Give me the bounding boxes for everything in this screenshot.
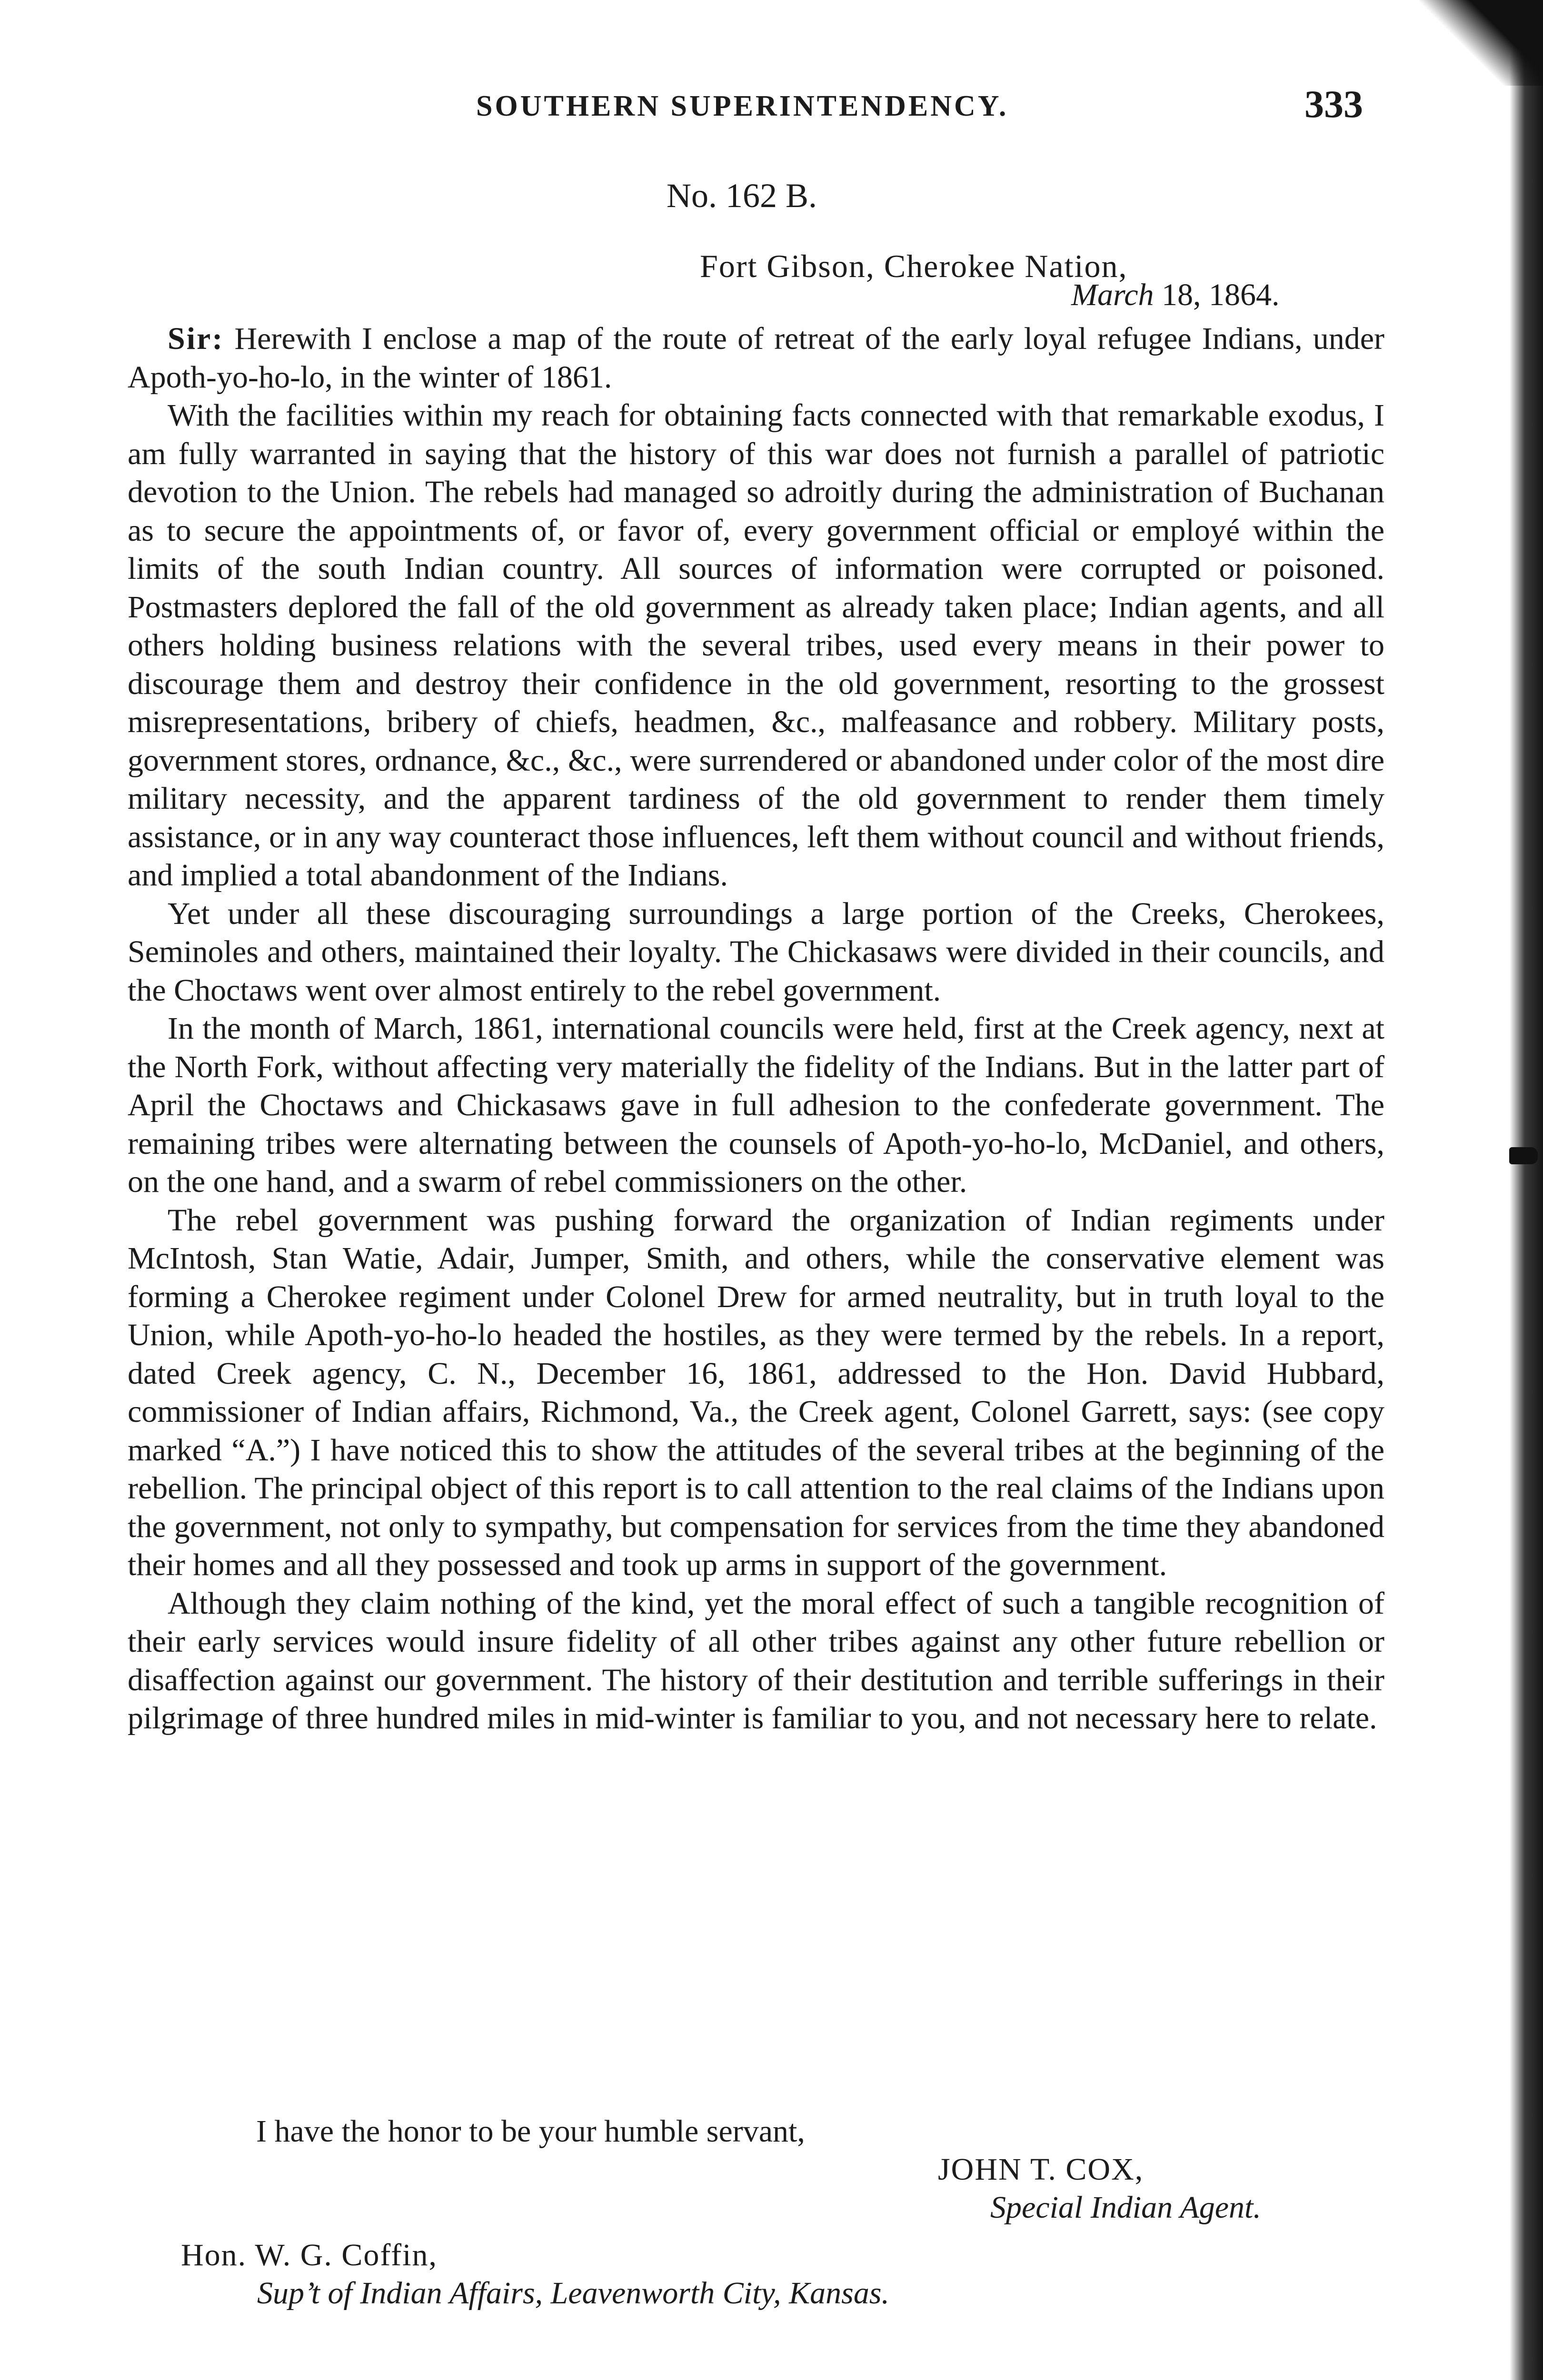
letter-body (128, 320, 1384, 1738)
signature-name: JOHN T. COX, (938, 2152, 1144, 2187)
paragraph-3: Yet under all these discouraging surroundings a large portion of the Creeks, Cherokees, Seminoles and others, maintained their loyalty. The Chickasaws were divided in their councils, and the Choctaws went over almost entirely to the rebel government. (128, 896, 1384, 1008)
paragraph-1 (128, 320, 1384, 397)
running-head: SOUTHERN SUPERINTENDENCY. (476, 90, 1009, 122)
paragraph-5: The rebel government was pushing forward the organization of Indian regiments under McIntosh, Stan Watie, Adair, Jumper, Smith, and others, while the conservative element was forming a Cherokee regiment under Colonel Drew for armed neutrality, but in truth loyal to the Union, while Apoth-yo-ho-lo headed the hostiles, as they were termed by the rebels. In a report, dated Creek agency, C. N., December 16, 1861, addressed to the Hon. David Hubbard, commissioner of Indian affairs, Richmond, Va., the Creek agent, Colonel Garrett, says: (see copy marked “A.”) I have noticed this to show the attitudes of the several tribes at the beginning of the rebellion. The principal object of this report is to call attention to the real claims of the Indians upon the government, not only to sympathy, but compensation for services from the time they abandoned their homes and all they possessed and took up arms in support of the government. (128, 1202, 1384, 1582)
salutation: Sir: (168, 321, 224, 356)
page-edge-shadow (1510, 0, 1543, 2380)
closing-line: I have the honor to be your humble servant, (256, 2114, 805, 2149)
page-corner-shadow (1419, 0, 1543, 86)
paragraph-6: Although they claim nothing of the kind, yet the moral effect of such a tangible recognition of their early services would insure fidelity of all other tribes against any other future rebellion or disaffection against our government. The history of their destitution and terrible sufferings in their pilgrimage of three hundred miles in mid-winter is familiar to you, and not necessary here to relate. (128, 1586, 1384, 1735)
addressee-title: Sup’t of Indian Affairs, Leavenworth City, Kansas. (257, 2276, 890, 2311)
signature-title: Special Indian Agent. (990, 2190, 1261, 2225)
letter-place: Fort Gibson, Cherokee Nation, (700, 248, 1128, 284)
page-number: 333 (1304, 82, 1363, 126)
paragraph-4: In the month of March, 1861, international councils were held, first at the Creek agency, next at the North Fork, without affecting very materially the fidelity of the Indians. But in the latter part of April the Choctaws and Chickasaws gave in full adhesion to the confederate government. The remaining tribes were alternating between the counsels of Apoth-yo-ho-lo, McDaniel, and others, on the one hand, and a swarm of rebel commissioners on the other. (128, 1011, 1384, 1199)
binding-mark (1509, 1147, 1538, 1164)
letter-date (1071, 277, 1280, 313)
letter-date-month: March (1071, 278, 1154, 312)
paragraph-2: With the facilities within my reach for obtaining facts connected with that remarkable exodus, I am fully warranted in saying that the history of this war does not furnish a parallel of patriotic devotion to the Union. The rebels had managed so adroitly during the administration of Buchanan as to secure the appointments of, or favor of, every government official or employé within the limits of the south Indian country. All sources of information were corrupted or poisoned. Postmasters deplored the fall of the old government as already taken place; Indian agents, and all others holding business relations with the several tribes, used every means in their power to discourage them and destroy their confidence in the old government, resorting to the grossest misrepresentations, bribery of chiefs, headmen, &c., malfeasance and robbery. Military posts, government stores, ordnance, &c., &c., were surrendered or abandoned under color of the most dire military necessity, and the apparent tardiness of the old government to render them timely assistance, or in any way counteract those influences, left them without council and without friends, and implied a total abandonment of the Indians. (128, 398, 1384, 892)
paragraph-1-text: Herewith I enclose a map of the route of retreat of the early loyal refugee Indians, under Apoth-yo-ho-lo, in the winter of 1861. (128, 321, 1384, 395)
letter-date-rest: 18, 1864. (1154, 278, 1280, 312)
addressee-name: Hon. W. G. Coffin, (181, 2238, 438, 2272)
document-number: No. 162 B. (667, 177, 817, 215)
